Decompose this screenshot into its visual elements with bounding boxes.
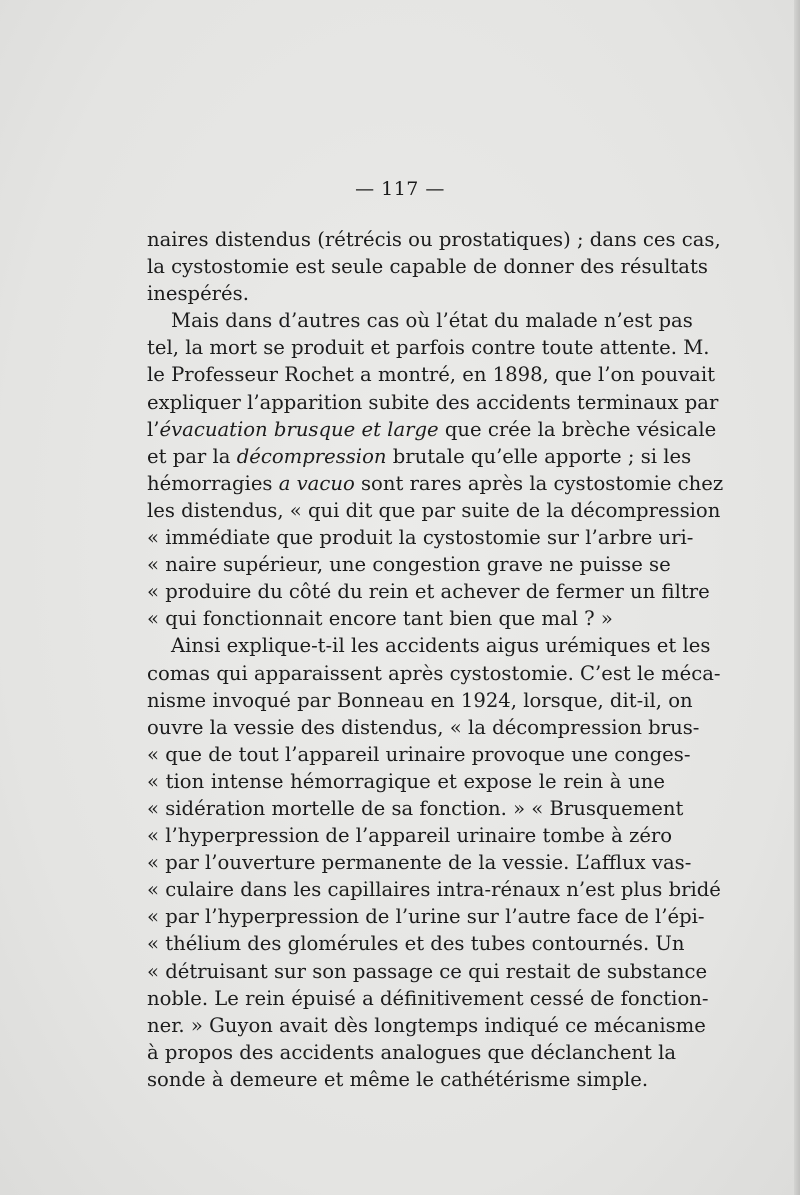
body-text xyxy=(147,226,724,1093)
text-line: le Professeur Rochet a montré, en 1898, que l’on pouvait xyxy=(147,363,715,387)
text-line: « thélium des glomérules et des tubes contournés. Un xyxy=(147,932,685,956)
text-line: « immédiate que produit la cystostomie sur l’arbre uri- xyxy=(147,526,694,550)
text-line xyxy=(147,443,692,470)
text-line: ner. » Guyon avait dès longtemps indiqué ce mécanisme xyxy=(147,1013,706,1037)
text-line: « par l’hyperpression de l’urine sur l’autre face de l’épi- xyxy=(147,905,705,929)
text-line: comas qui apparaissent après cystostomie. C’est le méca- xyxy=(147,661,721,685)
text-line: tel, la mort se produit et parfois contre toute attente. M. xyxy=(147,336,710,360)
text-line: « naire supérieur, une congestion grave ne puisse se xyxy=(147,553,671,577)
text-line: noble. Le rein épuisé a définitivement cessé de fonction- xyxy=(147,986,709,1010)
text-line: Mais dans d’autres cas où l’état du malade n’est pas xyxy=(171,309,693,333)
page-number: — 117 — xyxy=(355,178,445,200)
text-line: « sidération mortelle de sa fonction. » « Brusquement xyxy=(147,796,684,820)
italic-run: évacuation brusque et large xyxy=(159,417,439,441)
text-run: que crée la brèche vésicale xyxy=(438,417,717,441)
text-line xyxy=(147,416,717,443)
italic-run: décompression xyxy=(236,444,387,468)
text-run: l’ xyxy=(147,417,160,441)
text-line: à propos des accidents analogues que déclanchent la xyxy=(147,1040,677,1064)
text-line: inespérés. xyxy=(147,282,249,306)
text-line: « culaire dans les capillaires intra-rénaux n’est plus bridé xyxy=(147,878,721,902)
text-line: naires distendus (rétrécis ou prostatiques) ; dans ces cas, xyxy=(147,228,721,251)
text-run: hémorragies xyxy=(147,471,279,495)
text-line: la cystostomie est seule capable de donner des résultats xyxy=(147,255,708,279)
text-line: expliquer l’apparition subite des accidents terminaux par xyxy=(147,390,719,414)
text-line: « que de tout l’appareil urinaire provoque une conges- xyxy=(147,742,691,766)
text-line: « par l’ouverture permanente de la vessie. L’afflux vas- xyxy=(147,851,692,875)
text-line xyxy=(147,470,724,497)
text-line: ouvre la vessie des distendus, « la décompression brus- xyxy=(147,715,700,739)
text-line: « qui fonctionnait encore tant bien que mal ? » xyxy=(147,607,613,631)
text-line: « détruisant sur son passage ce qui restait de substance xyxy=(147,959,708,983)
text-line: les distendus, « qui dit que par suite de la décompression xyxy=(147,498,721,522)
text-line: nisme invoqué par Bonneau en 1924, lorsque, dit-il, on xyxy=(147,688,693,712)
text-line: « l’hyperpression de l’appareil urinaire tombe à zéro xyxy=(147,824,673,848)
text-run: et par la xyxy=(147,444,237,468)
text-line: « produire du côté du rein et achever de fermer un filtre xyxy=(147,580,710,604)
text-line: Ainsi explique-t-il les accidents aigus urémiques et les xyxy=(171,634,711,658)
text-line: sonde à demeure et même le cathétérisme simple. xyxy=(147,1067,649,1091)
text-run: sont rares après la cystostomie chez xyxy=(354,471,724,495)
italic-run: a vacuo xyxy=(278,471,355,495)
text-run: brutale qu’elle apporte ; si les xyxy=(386,444,692,468)
text-line: « tion intense hémorragique et expose le rein à une xyxy=(147,769,665,793)
